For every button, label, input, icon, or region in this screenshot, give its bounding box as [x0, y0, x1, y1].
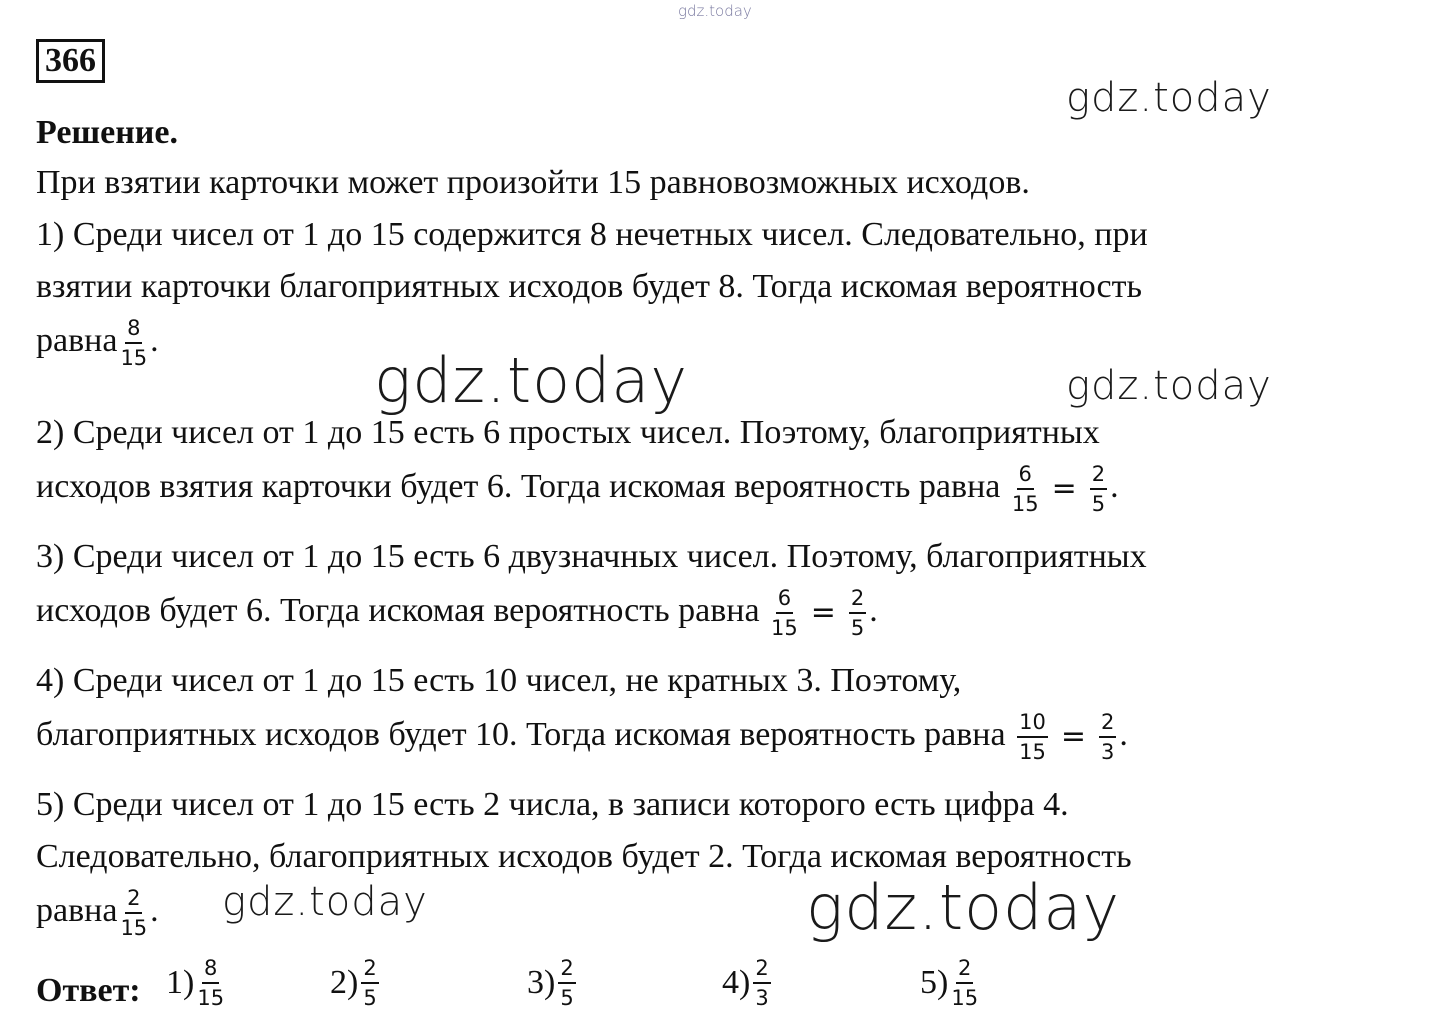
answer-index: 3) — [527, 964, 556, 1002]
denominator: 15 — [1019, 740, 1046, 765]
denominator: 15 — [120, 916, 148, 941]
denominator: 3 — [1100, 740, 1115, 765]
fraction — [120, 886, 147, 940]
answer-index: 2) — [330, 964, 359, 1002]
numerator: 2 — [125, 886, 142, 914]
part4-line1: 4) Среди чисел от 1 до 15 есть 10 чисел, не кратных 3. Поэтому, — [36, 662, 962, 699]
fraction — [849, 586, 866, 640]
numerator: 2 — [753, 956, 770, 984]
numerator: 6 — [776, 586, 793, 614]
watermark: gdz.today — [374, 344, 689, 417]
denominator: 15 — [771, 616, 798, 641]
denominator: 5 — [1091, 492, 1106, 517]
denominator: 15 — [120, 346, 148, 371]
fraction — [1090, 462, 1107, 516]
numerator: 6 — [1017, 462, 1034, 490]
fraction — [120, 316, 147, 370]
answer-index: 1) — [166, 964, 195, 1002]
numerator: 8 — [125, 316, 142, 344]
answer-4 — [722, 956, 774, 1010]
part5-lead: равна — [36, 891, 118, 929]
part3-lead: исходов будет 6. Тогда искомая вероятность равна — [36, 591, 760, 629]
equals-sign: = — [1060, 719, 1086, 755]
part5-line3 — [36, 886, 159, 940]
equals-sign: = — [810, 595, 836, 631]
period: . — [1119, 715, 1128, 753]
numerator: 2 — [1099, 710, 1116, 738]
answer-index: 4) — [722, 964, 751, 1002]
fraction — [951, 956, 978, 1010]
watermark: gdz.today — [806, 871, 1121, 944]
numerator: 8 — [202, 956, 219, 984]
period: . — [1110, 467, 1119, 505]
answer-index: 5) — [920, 964, 949, 1002]
part1-line2: взятии карточки благоприятных исходов будет 8. Тогда искомая вероятность — [36, 268, 1143, 305]
fraction — [1017, 710, 1048, 764]
fraction — [361, 956, 378, 1010]
fraction — [771, 586, 798, 640]
numerator: 10 — [1017, 710, 1048, 738]
problem-number: 366 — [36, 39, 105, 83]
part4-line2 — [36, 710, 1128, 764]
watermark: gdz.today — [1066, 363, 1272, 409]
denominator: 15 — [1011, 492, 1039, 517]
fraction — [558, 956, 575, 1010]
part3-line2 — [36, 586, 878, 640]
fraction — [1012, 462, 1039, 516]
denominator: 5 — [363, 986, 377, 1011]
part5-line1: 5) Среди чисел от 1 до 15 есть 2 числа, в записи которого есть цифра 4. — [36, 786, 1069, 823]
answer-2 — [330, 956, 382, 1010]
part4-lead: благоприятных исходов будет 10. Тогда искомая вероятность равна — [36, 715, 1006, 753]
answer-5 — [920, 956, 981, 1010]
period: . — [869, 591, 878, 629]
numerator: 2 — [558, 956, 575, 984]
denominator: 5 — [560, 986, 574, 1011]
numerator: 2 — [1090, 462, 1107, 490]
denominator: 15 — [197, 986, 225, 1011]
part1-line3 — [36, 316, 159, 370]
numerator: 2 — [849, 586, 866, 614]
part1-lead: равна — [36, 321, 118, 359]
denominator: 15 — [951, 986, 979, 1011]
equals-sign: = — [1051, 471, 1077, 507]
numerator: 2 — [956, 956, 973, 984]
numerator: 2 — [361, 956, 378, 984]
denominator: 5 — [850, 616, 865, 641]
fraction — [197, 956, 224, 1010]
part1-line1: 1) Среди чисел от 1 до 15 содержится 8 нечетных чисел. Следовательно, при — [36, 216, 1148, 253]
part2-line2 — [36, 462, 1119, 516]
period: . — [150, 891, 159, 929]
denominator: 3 — [755, 986, 769, 1011]
answer-label: Ответ: — [36, 972, 141, 1009]
answer-3 — [527, 956, 579, 1010]
part2-line1: 2) Среди чисел от 1 до 15 есть 6 простых чисел. Поэтому, благоприятных — [36, 414, 1100, 451]
watermark-top: gdz.today — [678, 2, 752, 20]
intro-text: При взятии карточки может произойти 15 равновозможных исходов. — [36, 164, 1030, 201]
solution-heading: Решение. — [36, 114, 178, 151]
answer-1 — [166, 956, 227, 1010]
period: . — [150, 321, 159, 359]
part2-lead: исходов взятия карточки будет 6. Тогда искомая вероятность равна — [36, 467, 1001, 505]
part5-line2: Следовательно, благоприятных исходов будет 2. Тогда искомая вероятность — [36, 838, 1132, 875]
fraction — [753, 956, 770, 1010]
part3-line1: 3) Среди чисел от 1 до 15 есть 6 двузначных чисел. Поэтому, благоприятных — [36, 538, 1147, 575]
watermark: gdz.today — [222, 879, 428, 925]
fraction — [1099, 710, 1116, 764]
watermark: gdz.today — [1066, 75, 1272, 121]
